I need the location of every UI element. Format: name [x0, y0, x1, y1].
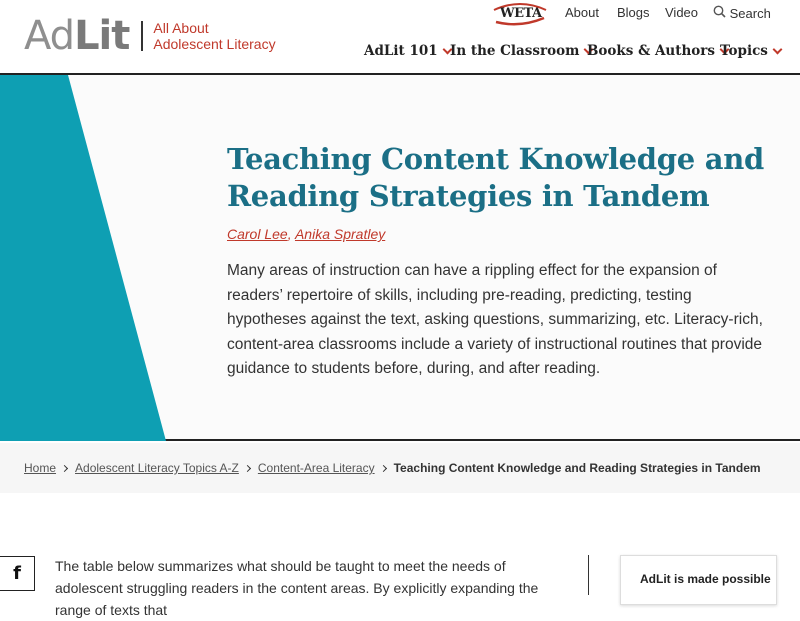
breadcrumb-home[interactable]: Home	[24, 461, 57, 475]
nav-adlit-101[interactable]: AdLit 101	[364, 43, 451, 59]
article-summary: Many areas of instruction can have a rippling effect for the expansion of readers’ repertoire of skills, including pre-reading, predicting, testing hypotheses against the text, asking questions, summarizing, etc. Literacy-rich, content-area classrooms include a variety of instructional routines that provide guidance to students before, during, and after reading.	[227, 262, 763, 377]
article-authors: Carol Lee, Anika Spratley	[227, 226, 386, 242]
breadcrumb-bar	[0, 443, 800, 493]
author-link[interactable]: Anika Spratley	[294, 226, 386, 242]
facebook-icon: f	[13, 563, 21, 584]
article-body	[0, 493, 800, 618]
breadcrumb-topics-a-z[interactable]: Adolescent Literacy Topics A-Z	[75, 461, 239, 475]
logo-tagline: All About Adolescent Literacy	[153, 20, 276, 52]
search-button[interactable]	[713, 5, 771, 21]
blogs-link[interactable]: Blogs	[617, 5, 650, 20]
article-hero	[0, 75, 800, 441]
chevron-right-icon	[244, 464, 251, 471]
search-icon	[713, 5, 726, 18]
logo-wordmark: AdLit	[24, 13, 130, 59]
video-link[interactable]: Video	[665, 5, 699, 20]
sponsor-text: AdLit is made possible	[640, 572, 771, 586]
author-link[interactable]: Carol Lee	[227, 226, 288, 242]
breadcrumb-current: Teaching Content Knowledge and Reading Strategies in Tandem	[393, 461, 761, 475]
chevron-right-icon	[380, 464, 387, 471]
article-intro: The table below summarizes what should be taught to meet the needs of adolescent struggling readers in the content areas. By explicitly expanding the range of texts that	[55, 558, 539, 618]
breadcrumb-content-area-literacy[interactable]: Content-Area Literacy	[257, 461, 375, 475]
breadcrumb	[24, 461, 761, 475]
logo-divider	[141, 21, 143, 51]
search-label: Search	[729, 6, 771, 21]
sidebar-divider	[588, 555, 589, 595]
facebook-share-button[interactable]	[0, 556, 35, 591]
sponsor-card	[620, 555, 777, 605]
adlit-logo[interactable]	[24, 14, 276, 58]
chevron-right-icon	[61, 464, 68, 471]
nav-books-authors[interactable]: Books & Authors	[587, 43, 728, 59]
hero-accent-shape	[0, 75, 170, 441]
site-header	[0, 0, 800, 75]
about-link[interactable]: About	[565, 5, 599, 20]
nav-topics[interactable]: Topics	[720, 43, 781, 59]
page-title: Teaching Content Knowledge and Reading Strategies in Tandem	[227, 142, 764, 213]
weta-label: WETA	[500, 6, 542, 21]
weta-logo[interactable]	[492, 2, 548, 26]
nav-in-the-classroom[interactable]: In the Classroom	[450, 43, 592, 59]
chevron-down-icon	[772, 44, 782, 54]
